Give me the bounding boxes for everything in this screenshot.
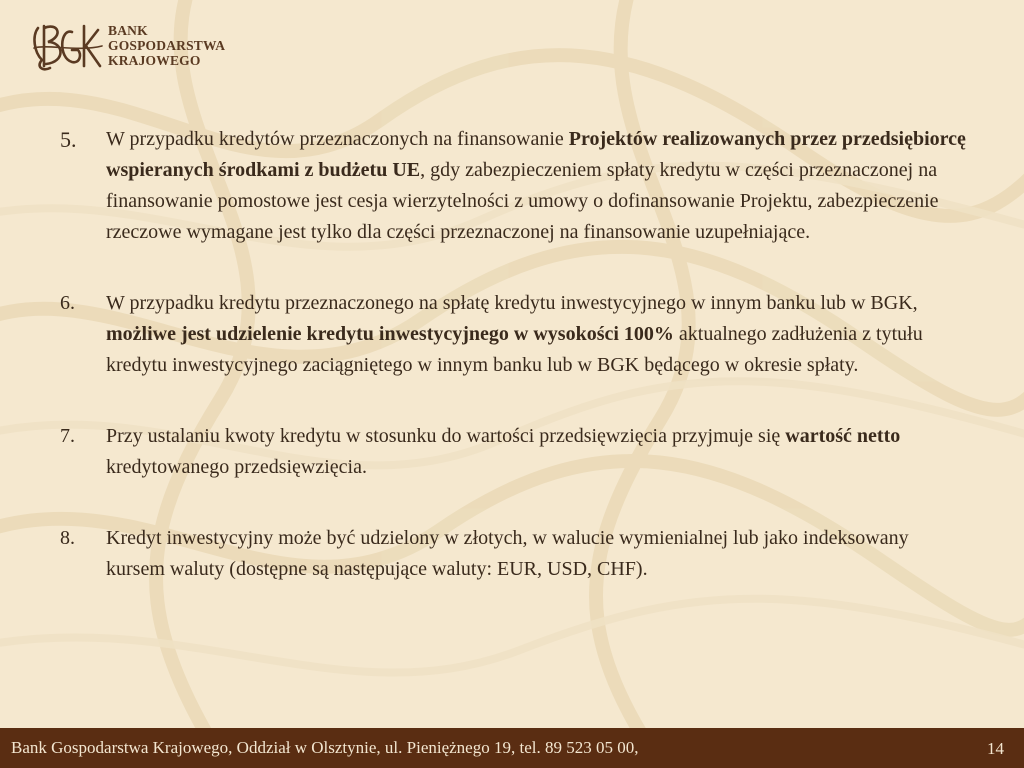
list-number: 8. bbox=[60, 527, 75, 549]
list-number: 6. bbox=[60, 292, 75, 314]
list-item-8 bbox=[60, 523, 970, 585]
list-number: 5. bbox=[60, 127, 77, 152]
item-text: , gdy zabezpieczeniem spłaty kredytu w części przeznaczonej na finansowanie pomostowe jest cesja wierzytelności z umowy o dofinansowanie Projektu, zabezpieczenie rzeczowe wymagane jest tylko dla części przeznaczonej na finansowanie uzupełniające. bbox=[106, 159, 939, 243]
logo-line-1: BANK bbox=[108, 23, 148, 38]
item-text: aktualnego zadłużenia z tytułu kredytu inwestycyjnego zaciągniętego w innym banku lub w BGK będącego w okresie spłaty. bbox=[106, 323, 923, 376]
footer-bar bbox=[0, 728, 1024, 768]
item-text: Kredyt inwestycyjny może być udzielony w złotych, w walucie wymienialnej lub jako indeksowany kursem waluty (dostępne są następujące waluty: EUR, USD, CHF). bbox=[106, 527, 909, 580]
item-text: W przypadku kredytów przeznaczonych na finansowanie bbox=[106, 128, 569, 150]
item-text: Przy ustalaniu kwoty kredytu w stosunku do wartości przedsięwzięcia przyjmuje się bbox=[106, 425, 786, 447]
item-emphasis: możliwe jest udzielenie kredytu inwestycyjnego w wysokości 100% bbox=[106, 323, 674, 345]
slide-content bbox=[60, 124, 970, 625]
logo-line-2: GOSPODARSTWA bbox=[108, 38, 226, 53]
logo-text bbox=[108, 23, 225, 68]
bgk-monogram-icon bbox=[28, 18, 106, 76]
footer-address: Bank Gospodarstwa Krajowego, Oddział w Olsztynie, ul. Pieniężnego 19, tel. 89 523 05 00, bbox=[11, 738, 639, 757]
item-text: kredytowanego przedsięwzięcia. bbox=[106, 456, 367, 478]
list-item-7 bbox=[60, 421, 970, 483]
logo-line-3: KRAJOWEGO bbox=[108, 53, 201, 68]
item-emphasis: wartość netto bbox=[785, 425, 901, 447]
bgk-logo bbox=[28, 18, 258, 78]
list-item-6 bbox=[60, 288, 970, 381]
item-text: W przypadku kredytu przeznaczonego na spłatę kredytu inwestycyjnego w innym banku lub w BGK, bbox=[106, 292, 918, 314]
page-number: 14 bbox=[987, 739, 1004, 758]
list-number: 7. bbox=[60, 425, 75, 447]
item-emphasis: Projektów realizowanych przez przedsiębiorcę wspieranych środkami z budżetu UE bbox=[106, 128, 966, 181]
list-item-5 bbox=[60, 124, 970, 248]
